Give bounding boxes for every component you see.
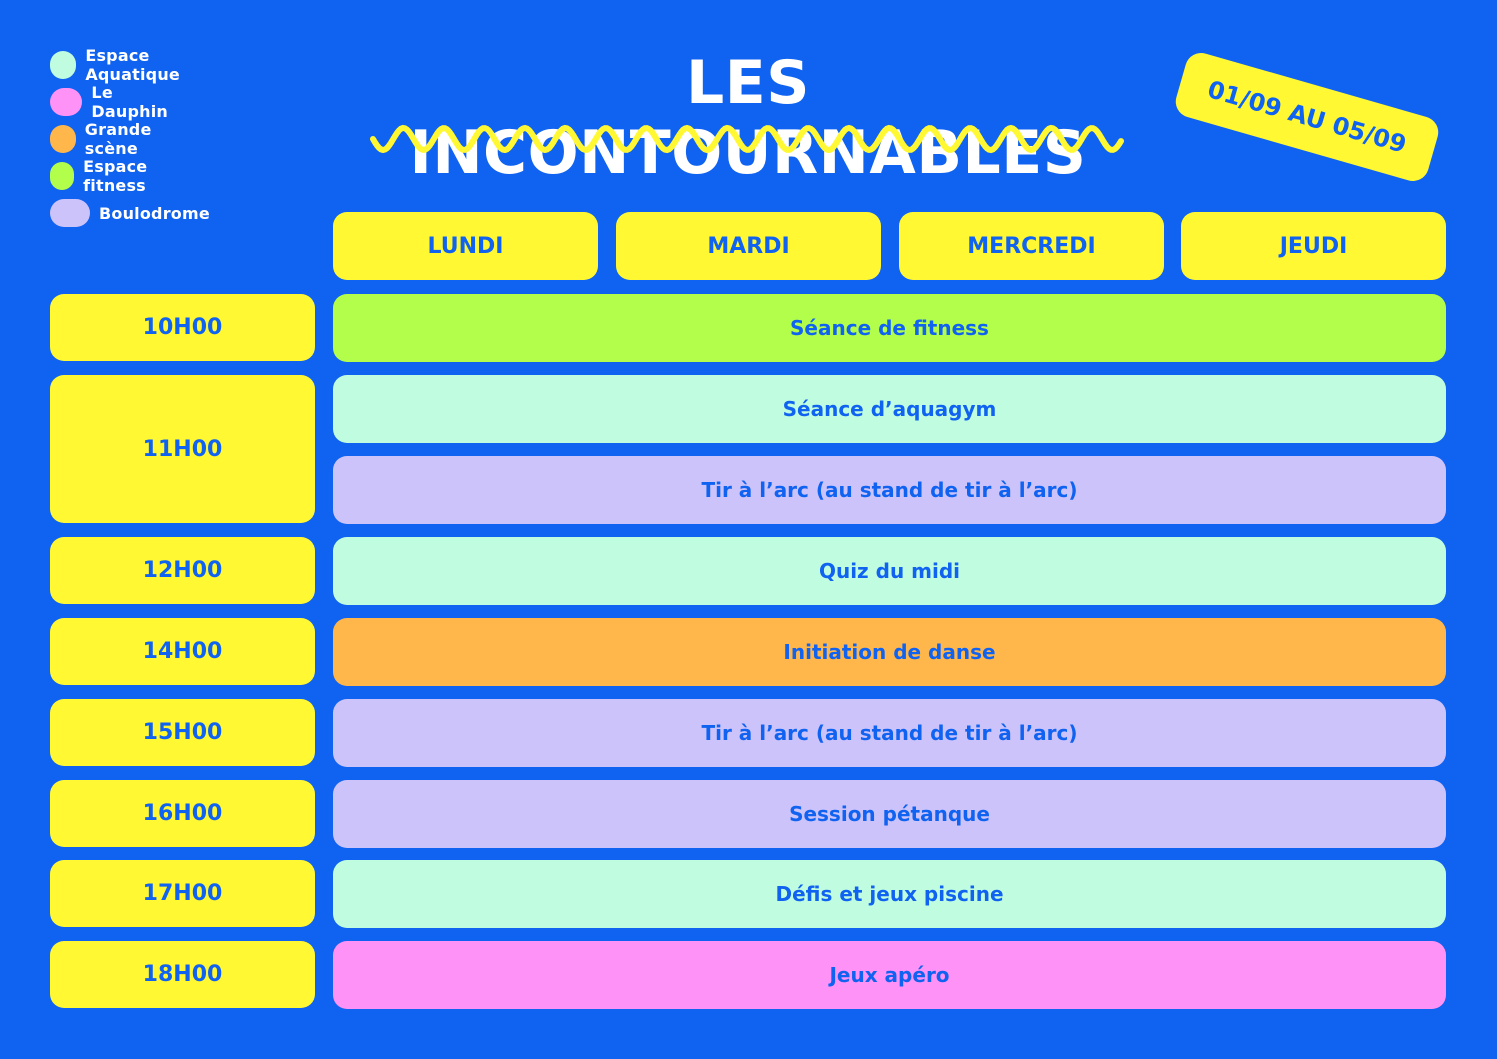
time-slot: 18H00 xyxy=(50,941,315,1008)
legend-swatch xyxy=(50,199,90,227)
event-initiation-danse: Initiation de danse xyxy=(333,618,1446,686)
time-slot: 11H00 xyxy=(50,375,315,523)
legend-label: Boulodrome xyxy=(99,203,210,223)
legend-item-espace-fitness xyxy=(50,157,163,195)
legend-item-espace-aquatique xyxy=(50,46,194,84)
event-defis-jeux-piscine: Défis et jeux piscine xyxy=(333,860,1446,928)
legend-label: Le Dauphin xyxy=(91,83,169,121)
legend-item-boulodrome xyxy=(50,198,210,228)
event-session-petanque: Session pétanque xyxy=(333,780,1446,848)
event-quiz-du-midi: Quiz du midi xyxy=(333,537,1446,605)
day-header-mardi: MARDI xyxy=(616,212,881,280)
day-header-lundi: LUNDI xyxy=(333,212,598,280)
legend-swatch xyxy=(50,162,74,190)
legend-label: Espace Aquatique xyxy=(85,46,180,84)
legend-swatch xyxy=(50,88,82,116)
time-slot: 17H00 xyxy=(50,860,315,927)
wave-decoration xyxy=(370,122,1126,156)
time-slot: 15H00 xyxy=(50,699,315,766)
legend-label: Grande scène xyxy=(84,120,152,158)
event-tir-a-l-arc: Tir à l’arc (au stand de tir à l’arc) xyxy=(333,699,1446,767)
day-header-jeudi: JEUDI xyxy=(1181,212,1446,280)
legend-swatch xyxy=(50,125,76,153)
event-jeux-apero: Jeux apéro xyxy=(333,941,1446,1009)
legend-swatch xyxy=(50,51,76,79)
page-title: LES INCONTOURNABLES xyxy=(409,48,1087,188)
time-slot: 10H00 xyxy=(50,294,315,361)
event-tir-a-l-arc: Tir à l’arc (au stand de tir à l’arc) xyxy=(333,456,1446,524)
time-slot: 12H00 xyxy=(50,537,315,604)
time-slot: 14H00 xyxy=(50,618,315,685)
legend-label: Espace fitness xyxy=(83,157,148,195)
event-seance-aquagym: Séance d’aquagym xyxy=(333,375,1446,443)
event-seance-fitness: Séance de fitness xyxy=(333,294,1446,362)
day-header-mercredi: MERCREDI xyxy=(899,212,1164,280)
legend-item-grande-scene xyxy=(50,120,166,158)
legend-item-le-dauphin xyxy=(50,83,176,121)
time-slot: 16H00 xyxy=(50,780,315,847)
date-badge: 01/09 AU 05/09 xyxy=(1172,49,1442,185)
